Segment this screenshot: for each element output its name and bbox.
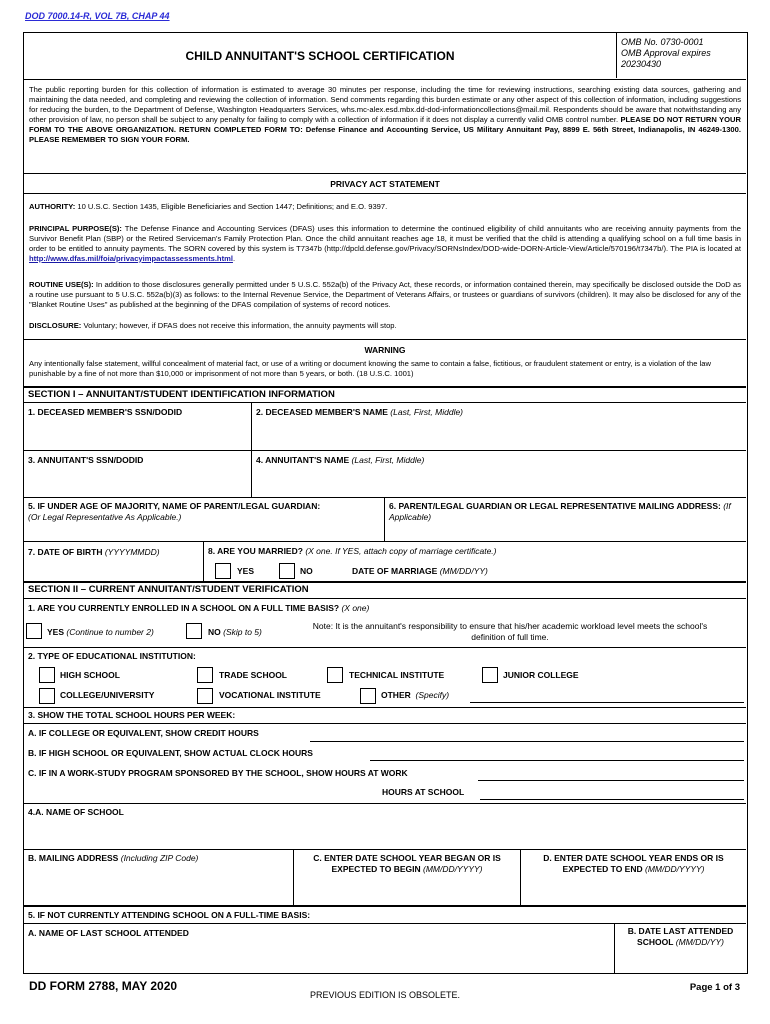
married-yes-checkbox[interactable] [215,563,231,579]
form-id: DD FORM 2788, MAY 2020 [29,979,178,993]
marriage-date-label [352,566,488,577]
field7-label [28,547,160,558]
q5b-title: B. DATE LAST ATTENDED SCHOOL [627,926,734,947]
married-no-label: NO [300,566,313,576]
purpose-text: The Defense Finance and Accounting Services (DFAS) uses this information to determine the continued eligibility of child annuitants who are receiving annuity payments from the Survivor Benefit Plan (SBP) or the Retired Serviceman's Family Protection Plan. Once the child annuitant reaches age 18, it must be verified that the child is attending a qualifying school on a full time basis in order to be entitled to annuity payments. The SORN covered by this system is T7347b (http://dpcld.defense.gov/Privacy/SORNsIndex/DOD-wide-DORN-Article-View/Article/570196/t7347b/). The PIA is located at [29,224,741,253]
q4b-label [28,853,198,864]
vocational-institute-label: VOCATIONAL INSTITUTE [219,690,321,700]
vocational-institute-checkbox[interactable] [197,688,213,704]
deceased-name-input[interactable] [252,420,746,448]
omb-block [621,37,711,70]
q4b-hint: (Including ZIP Code) [120,853,199,863]
school-name-input[interactable] [24,820,746,848]
privacy-routine [29,280,741,310]
trade-school-checkbox[interactable] [197,667,213,683]
other-label [381,690,449,701]
fulltime-note: Note: It is the annuitant's responsibility to ensure that his/her academic workload level meets the school's definition of full time. [312,621,708,642]
privacy-heading: PRIVACY ACT STATEMENT [330,179,440,189]
section1-heading: SECTION I – ANNUITANT/STUDENT IDENTIFICATION INFORMATION [28,389,335,400]
field8-title: 8. ARE YOU MARRIED? [208,546,303,556]
q1-title: 1. ARE YOU CURRENTLY ENROLLED IN A SCHOOL ON A FULL TIME BASIS? [28,603,340,613]
field2-label [256,407,463,418]
field8-label [208,546,497,557]
school-hours-line[interactable] [480,799,744,800]
clock-hours-line[interactable] [370,760,744,761]
q3b-label: B. IF HIGH SCHOOL OR EQUIVALENT, SHOW ACTUAL CLOCK HOURS [28,748,313,758]
q5b-hint: (MM/DD/YY) [675,937,724,947]
pia-link[interactable]: http://www.dfas.mil/foia/privacyimpactassessments.html [29,253,233,263]
privacy-purpose [29,224,741,264]
other-hint: (Specify) [415,690,450,700]
enrolled-yes-hint: (Continue to number 2) [66,627,154,637]
privacy-authority [29,202,741,212]
q4c-title: C. ENTER DATE SCHOOL YEAR BEGAN OR IS EXPECTED TO BEGIN [313,853,501,874]
burden-text: The public reporting burden for this collection of information is estimated to average 30 minutes per response, including the time for reviewing instructions, searching existing data sources, gathering and maintaining the data needed, and completing and reviewing the collection of information. Send comments regarding this burden estimate or any other aspect of this collection of information, including suggestions for reducing the burden, to the Department of Defense, Washington Headquarters Services, whs.mc-alex.esd.mbx.dd-dod-informationcollections@mail.mil. Respondents should be aware that notwithstanding any other provision of law, no person shall be subject to any penalty for failing to comply with a collection of information if it does not display a currently valid OMB control number. [29,85,741,124]
q5a-label: A. NAME OF LAST SCHOOL ATTENDED [28,928,189,938]
field4-hint: (Last, First, Middle) [351,455,425,465]
enrolled-no-label [208,627,262,638]
field5-title: 5. IF UNDER AGE OF MAJORITY, NAME OF PARENT/LEGAL GUARDIAN: [28,501,321,511]
section2-heading: SECTION II – CURRENT ANNUITANT/STUDENT VERIFICATION [28,584,309,595]
field7-hint: (YYYYMMDD) [104,547,160,557]
other-checkbox[interactable] [360,688,376,704]
form-reference: DOD 7000.14-R, VOL 7B, CHAP 44 [25,11,170,21]
college-university-checkbox[interactable] [39,688,55,704]
credit-hours-line[interactable] [310,741,744,742]
field6-label [389,501,741,523]
disclosure-label: DISCLOSURE: [29,321,82,330]
married-no-checkbox[interactable] [279,563,295,579]
field6-hint: (If Applicable) [389,501,731,522]
work-hours-line[interactable] [478,780,744,781]
burden-statement [29,85,741,144]
field5-hint: (Or Legal Representative As Applicable.) [28,512,182,522]
field7-title: 7. DATE OF BIRTH [28,547,103,557]
form-title: CHILD ANNUITANT'S SCHOOL CERTIFICATION [185,48,455,63]
page-number: Page 1 of 3 [689,982,740,993]
authority-text: 10 U.S.C. Section 1435, Eligible Beneficiaries and Section 1447; Definitions; and E.O. 9397. [75,202,388,211]
other-title: OTHER [381,690,411,700]
enrolled-no-title: NO [208,627,221,637]
field4-label [256,455,424,466]
q4d-title: D. ENTER DATE SCHOOL YEAR ENDS OR IS EXPECTED TO END [543,853,724,874]
q4c-hint: (MM/DD/YYYY) [422,864,483,874]
purpose-end: . [232,253,236,263]
junior-college-checkbox[interactable] [482,667,498,683]
enrolled-yes-title: YES [47,627,65,637]
q5b-label [617,926,744,948]
warning-heading: WARNING [364,345,406,355]
high-school-checkbox[interactable] [39,667,55,683]
warning-text: Any intentionally false statement, willful concealment of material fact, or use of a writing or document knowing the same to contain a false, fictitious, or fraudulent statement or entry, is a violation of the law punishable by a fine of not more than $10,000 or imprisonment of not more than 5 years, or both. (18 U.S.C. 1001) [29,359,711,378]
q1-hint: (X one) [341,603,370,613]
marriage-date-title: DATE OF MARRIAGE [352,566,438,576]
q4b-title: B. MAILING ADDRESS [28,853,119,863]
field4-title: 4. ANNUITANT'S NAME [256,455,350,465]
technical-institute-label: TECHNICAL INSTITUTE [349,670,445,680]
marriage-date-hint: (MM/DD/YY) [439,566,488,576]
trade-school-label: TRADE SCHOOL [219,670,287,680]
authority-label: AUTHORITY: [29,202,76,211]
omb-number: OMB No. 0730-0001 [621,37,704,47]
deceased-ssn-input[interactable] [24,420,251,448]
q4a-label: 4.A. NAME OF SCHOOL [28,807,124,817]
routine-text: In addition to those disclosures generally permitted under 5 U.S.C. 552a(b) of the Privacy Act, these records, or information contained therein, may specifically be disclosed outside the DoD as a routine use pursuant to 5 U.S.C. 552a(b)(3) as follows: to the Internal Revenue Service, the Department of Veterans Affairs, or trustees or guardians of survivors (children). It may also be disclosed for any of the "Blanket Routine Uses" as published at the beginning of the DFAS compilation of systems of record notices. [29,280,742,309]
q3c-label: C. IF IN A WORK-STUDY PROGRAM SPONSORED BY THE SCHOOL, SHOW HOURS AT WORK [28,768,408,778]
omb-date: 20230430 [621,59,662,69]
enrolled-no-hint: (Skip to 5) [223,627,262,637]
field3-label: 3. ANNUITANT'S SSN/DODID [28,455,144,465]
omb-approval: OMB Approval expires [621,48,711,58]
annuitant-name-input[interactable] [252,468,746,496]
school-hours-label: HOURS AT SCHOOL [382,787,465,797]
purpose-label: PRINCIPAL PURPOSE(S): [29,224,122,233]
field5-label [28,501,380,523]
q1-label [28,603,369,614]
field2-title: 2. DECEASED MEMBER'S NAME [256,407,388,417]
q2-label: 2. TYPE OF EDUCATIONAL INSTITUTION: [28,651,196,661]
obsolete-note: PREVIOUS EDITION IS OBSOLETE. [309,990,461,1000]
field8-hint: (X one. If YES, attach copy of marriage certificate.) [305,546,497,556]
high-school-label: HIGH SCHOOL [60,670,120,680]
field1-label: 1. DECEASED MEMBER'S SSN/DODID [28,407,183,417]
enrolled-no-checkbox[interactable] [186,623,202,639]
q4d-hint: (MM/DD/YYYY) [645,864,705,874]
field2-hint: (Last, First, Middle) [390,407,464,417]
married-yes-label: YES [237,566,255,576]
annuitant-ssn-input[interactable] [24,468,251,496]
q3-label: 3. SHOW THE TOTAL SCHOOL HOURS PER WEEK: [28,710,236,720]
college-university-label: COLLEGE/UNIVERSITY [60,690,155,700]
privacy-disclosure [29,321,741,331]
q3a-label: A. IF COLLEGE OR EQUIVALENT, SHOW CREDIT HOURS [28,728,259,738]
return-instructions: PLEASE DO NOT RETURN YOUR FORM TO THE ABOVE ORGANIZATION. RETURN COMPLETED FORM TO: Defense Finance and Accounting Service, US Military Annuitant Pay, 8899 E. 56th Street, Indianapolis, IN 46249-1300. PLEASE REMEMBER TO SIGN YOUR FORM. [29,114,741,144]
enrolled-yes-checkbox[interactable] [26,623,42,639]
field6-title: 6. PARENT/LEGAL GUARDIAN OR LEGAL REPRESENTATIVE MAILING ADDRESS: [389,501,721,511]
junior-college-label: JUNIOR COLLEGE [503,670,579,680]
q4c-label [296,853,518,875]
q4d-label [523,853,744,875]
q5-label: 5. IF NOT CURRENTLY ATTENDING SCHOOL ON A FULL-TIME BASIS: [28,910,311,920]
enrolled-yes-label [47,627,154,638]
technical-institute-checkbox[interactable] [327,667,343,683]
routine-label: ROUTINE USE(S): [29,280,94,289]
disclosure-text: Voluntary; however, if DFAS does not receive this information, the annuity payments will stop. [81,321,397,330]
